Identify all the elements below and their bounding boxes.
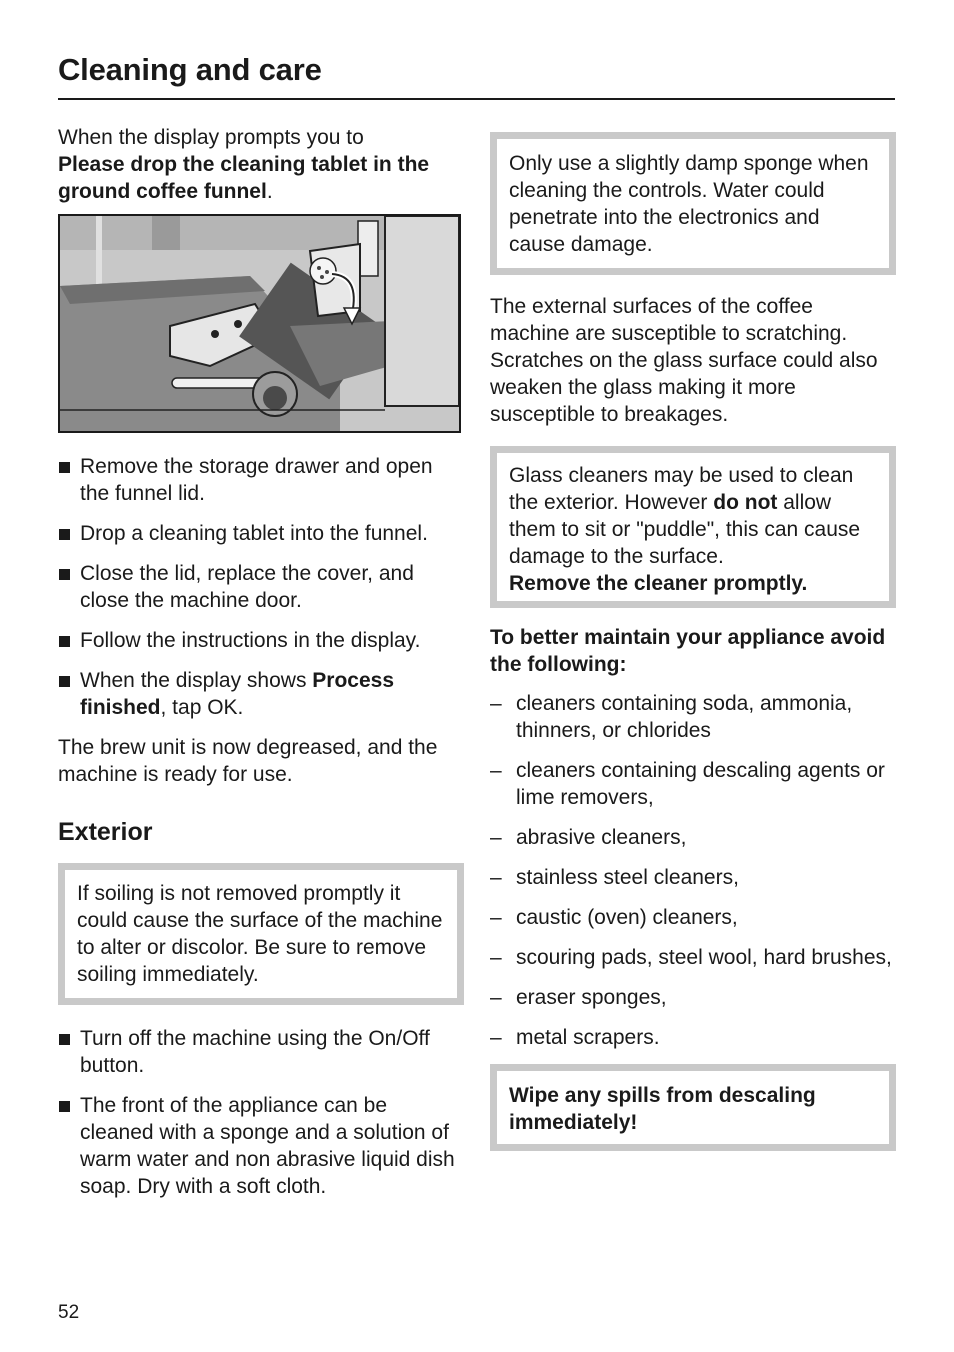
avoid-heading: To better maintain your appliance avoid the following: [490, 626, 886, 676]
list-item: Remove the storage drawer and open the funnel lid. [58, 453, 466, 507]
list-item: Follow the instructions in the display. [58, 627, 466, 654]
list-item: – caustic (oven) cleaners, [490, 904, 896, 931]
list-item: – scouring pads, steel wool, hard brushes, [490, 944, 896, 971]
title-divider [58, 98, 895, 100]
exterior-heading: Exterior [58, 818, 153, 846]
right-column [490, 132, 896, 1151]
descaling-warning-text: Wipe any spills from descaling immediately! [509, 1084, 816, 1134]
intro-lead: When the display prompts you to [58, 126, 364, 149]
glass-cleaner-text [509, 462, 877, 597]
list-item: – cleaners containing descaling agents or lime removers, [490, 757, 896, 811]
intro-tail: . [266, 180, 273, 203]
exterior-steps-list [58, 1025, 466, 1200]
degreased-paragraph: The brew unit is now degreased, and the machine is ready for use. [58, 736, 438, 786]
intro-prompt-text: Please drop the cleaning tablet in the ground coffee funnel [58, 153, 430, 203]
list-item: Turn off the machine using the On/Off button. [58, 1025, 466, 1079]
step5-bold: Process finished [80, 669, 395, 719]
exterior-warning-box [58, 863, 464, 1005]
list-item: – stainless steel cleaners, [490, 864, 896, 891]
exterior-warning-text: If soiling is not removed promptly it could cause the surface of the machine to alter or discolor. Be sure to remove soiling immediately. [77, 882, 443, 986]
avoid-list [490, 690, 896, 1051]
list-item: The front of the appliance can be cleaned with a sponge and a solution of warm water and non abrasive liquid dish soap. Dry with a soft cloth. [58, 1092, 466, 1200]
descaling-warning-box [490, 1064, 896, 1151]
page-number: 52 [58, 1302, 80, 1323]
list-item: Drop a cleaning tablet into the funnel. [58, 520, 466, 547]
page-title: Cleaning and care [58, 52, 322, 87]
list-item: Close the lid, replace the cover, and close the machine door. [58, 560, 466, 614]
list-item: – eraser sponges, [490, 984, 896, 1011]
cleaning-tablet-illustration [58, 214, 461, 433]
glass-bold1: do not [713, 491, 778, 514]
cleaning-steps-list [58, 453, 466, 721]
list-item: – cleaners containing soda, ammonia, thinners, or chlorides [490, 690, 896, 744]
list-item [58, 667, 466, 721]
controls-warning-text: Only use a slightly damp sponge when cleaning the controls. Water could penetrate into the electronics and cause damage. [509, 152, 869, 256]
list-item: – metal scrapers. [490, 1024, 896, 1051]
glass-cleaner-warning-box [490, 446, 896, 608]
step5-tail: , tap OK. [160, 696, 244, 719]
controls-warning-box [490, 132, 896, 275]
glass-bold2: Remove the cleaner promptly. [509, 572, 808, 595]
funnel-drawing [60, 216, 459, 431]
scratching-paragraph: The external surfaces of the coffee machine are susceptible to scratching. Scratches on the glass surface could also weaken the glass making it more susceptible to breakages. [490, 295, 878, 426]
step5-lead: When the display shows [80, 669, 313, 692]
intro-paragraph [58, 124, 466, 205]
glass-part2: allow them to sit or "puddle", this can cause damage to the surface. [509, 491, 861, 568]
glass-part1: Glass cleaners may be used to clean the exterior. However [509, 464, 854, 514]
list-item: – abrasive cleaners, [490, 824, 896, 851]
left-column [58, 124, 466, 1213]
